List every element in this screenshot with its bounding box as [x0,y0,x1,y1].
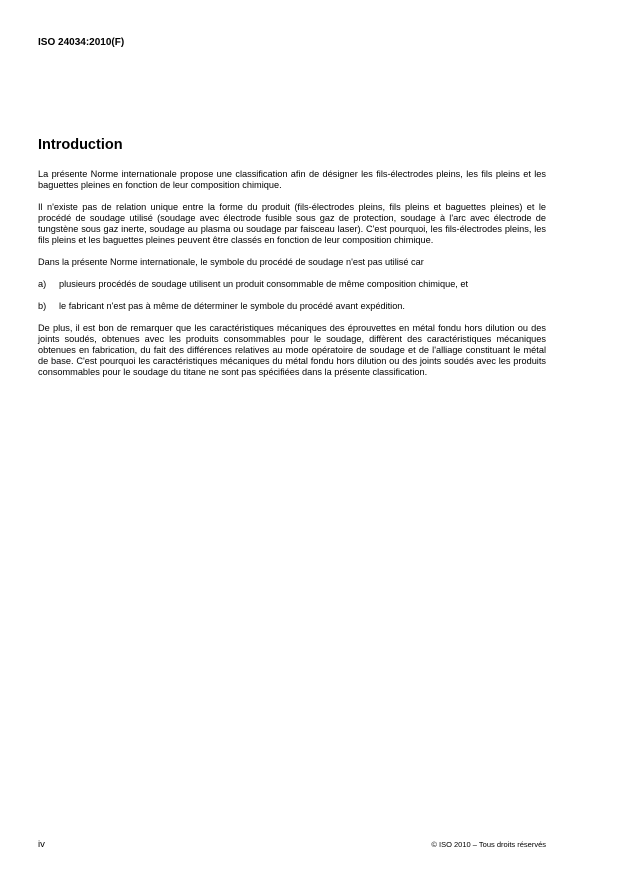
list-item [38,301,546,312]
paragraph: Il n'existe pas de relation unique entre la forme du produit (fils-électrodes pleins, fils pleins et baguettes pleines) et le procédé de soudage utilisé (soudage avec électrode fusible sous gaz de protection, soudage à l'arc avec électrode de tungstène sous gaz inerte, soudage au plasma ou soudage par faisceau laser). C'est pourquoi, les fils-électrodes pleins, les fils pleins et les baguettes pleines peuvent être classés en fonction de leur composition chimique. [38,202,546,245]
list-text: le fabricant n'est pas à même de déterminer le symbole du procédé avant expédition. [59,301,405,311]
paragraph: La présente Norme internationale propose une classification afin de désigner les fils-électrodes pleins, les fils pleins et les baguettes pleines en fonction de leur composition chimique. [38,169,546,190]
list-item [38,279,546,290]
section-title: Introduction [38,137,123,153]
copyright-notice: © ISO 2010 – Tous droits réservés [431,840,546,849]
list-marker: a) [38,279,47,289]
paragraph: Dans la présente Norme internationale, le symbole du procédé de soudage n'est pas utilisé car [38,257,424,267]
paragraph: De plus, il est bon de remarquer que les caractéristiques mécaniques des éprouvettes en métal fondu hors dilution ou des joints soudés, obtenues avec les produits consommables pour le soudage, diffèrent des caractéristiques mécaniques obtenues en fabrication, du fait des différences relatives au mode opératoire de soudage et de l'alliage constituant le métal de base. C'est pourquoi les caractéristiques mécaniques du métal fondu hors dilution ou des joints soudés avec les produits consommables pour le soudage du titane ne sont pas spécifiées dans la présente classification. [38,323,546,377]
page-number: iv [38,839,45,850]
list-text: plusieurs procédés de soudage utilisent un produit consommable de même composition chimique, et [59,279,469,289]
section-body [38,169,546,389]
list-marker: b) [38,301,47,311]
document-id: ISO 24034:2010(F) [38,37,125,48]
